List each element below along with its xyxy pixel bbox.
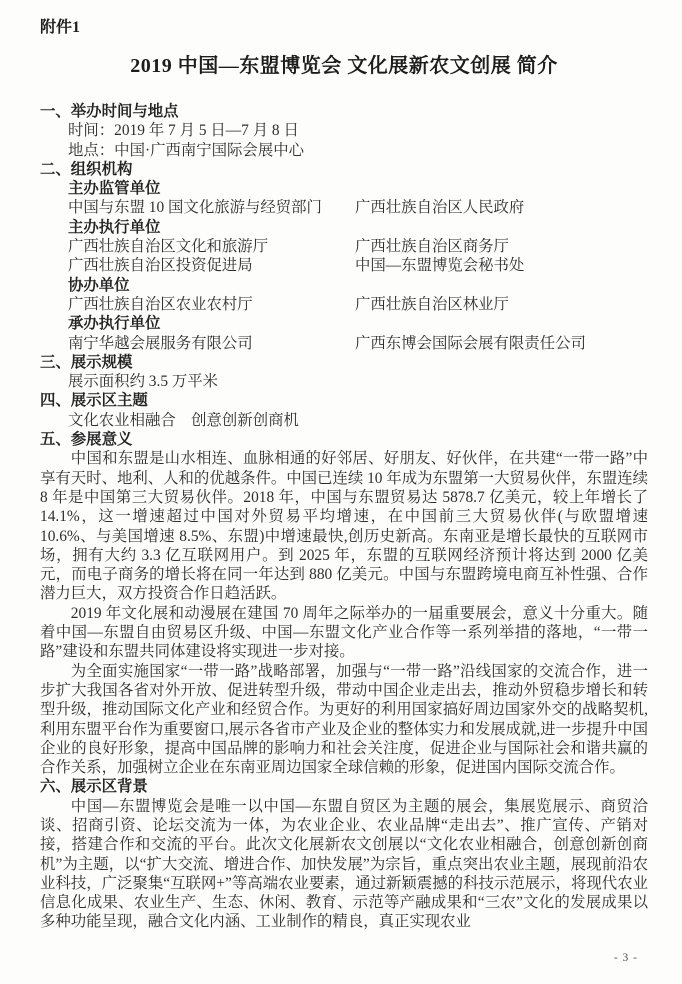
org-right-cell: 中国—东盟博览会秘书处 [355, 257, 525, 275]
section-heading: 二、组织机构 [40, 160, 133, 178]
section-background [40, 777, 648, 931]
org-right-cell: 广西壮族自治区商务厅 [355, 238, 509, 256]
org-subheading: 协办单位 [68, 276, 130, 294]
org-subheading: 主办执行单位 [68, 218, 161, 236]
paragraph: 中国—东盟博览会是唯一以中国—东盟自贸区为主题的展会，集展览展示、商贸洽谈、招商引资、论坛交流为一体，为农业企业、农业品牌“走出去”、推广宣传、产销对接，搭建合作和交流的平台。此次文化展新农文创展以“文化农业相融合，创意创新创商机”为主题，以“扩大交流、增进合作、加快发展”为宗旨，重点突出农业主题，展现前沿农业科技，广泛聚集“互联网+”等高端农业要素，通过新颖震撼的科技示范展示，将现代农业信息化成果、农业生产、生态、休闲、教育、示范等产融成果和“三农”文化的发展成果以多种功能呈现，融合文化内涵、工业制作的精良，真正实现农业 [40, 797, 648, 931]
section-heading: 一、举办时间与地点 [40, 103, 179, 120]
document-title: 2019 中国—东盟博览会 文化展新农文创展 简介 [130, 55, 558, 77]
page-number: - 3 - [613, 952, 638, 964]
org-row [40, 334, 648, 353]
section-significance [40, 430, 648, 777]
section-organizers [40, 160, 648, 353]
org-row [40, 198, 648, 217]
detail-line-area: 展示面积约 3.5 万平米 [68, 373, 219, 391]
section-scale [40, 353, 648, 392]
paragraph: 中国和东盟是山水相连、血脉相通的好邻居、好朋友、好伙伴，在共建“一带一路”中享有天时、地利、人和的优越条件。中国已连续 10 年成为东盟第一大贸易伙伴，东盟连续 8 年是中国第三大贸易伙伴。2018 年，中国与东盟贸易达 5878.7 亿美元，较上年增长了 14.1%，这一增速超过中国对外贸易平均增速，在中国前三大贸易伙伴(与欧盟增速 10.6%、与美国增速 8.5%、东盟)中增速最快,创历史新高。东南亚是增长最快的互联网市场，拥有大约 3.3 亿互联网用户。到 2025 年，东盟的互联网经济预计将达到 2000 亿美元，而电子商务的增长将在同一年达到 880 亿美元。中国与东盟跨境电商互补性强、合作潜力巨大，双方投资合作日趋活跃。 [40, 450, 648, 603]
org-left-cell: 广西壮族自治区农业农村厅 [68, 295, 253, 313]
section-heading: 四、展示区主题 [40, 392, 148, 410]
org-right-cell: 广西东博会国际会展有限责任公司 [355, 334, 586, 352]
paragraph: 为全面实施国家“一带一路”战略部署，加强与“一带一路”沿线国家的交流合作，进一步扩大我国各省对外开放、促进转型升级，带动中国企业走出去，推动外贸稳步增长和转型升级，推动国际文化产业和经贸合作。为更好的利用国家搞好周边国家外交的战略契机,利用东盟平台作为重要窗口,展示各省市产业及企业的整体实力和发展成就,进一步提升中国企业的良好形象，提高中国品牌的影响力和社会关注度，促进企业与国际社会和谐共赢的合作关系，加强树立企业在东南亚周边国家全球信赖的形象，促进国内国际交流合作。 [40, 662, 648, 777]
section-heading: 五、参展意义 [40, 431, 133, 449]
org-right-cell: 广西壮族自治区林业厅 [355, 295, 509, 313]
section-heading: 六、展示区背景 [40, 778, 148, 796]
org-left-cell: 南宁华越会展服务有限公司 [68, 334, 253, 352]
org-left-cell: 广西壮族自治区投资促进局 [68, 257, 253, 275]
detail-line-place: 地点：中国·广西南宁国际会展中心 [68, 141, 304, 159]
detail-line-time: 时间：2019 年 7 月 5 日—7 月 8 日 [68, 122, 299, 140]
detail-line-theme: 文化农业相融合 创意创新创商机 [68, 411, 299, 429]
org-left-cell: 中国与东盟 10 国文化旅游与经贸部门 [68, 199, 322, 217]
org-right-cell: 广西壮族自治区人民政府 [355, 199, 525, 217]
org-subheading: 主办监管单位 [68, 180, 161, 198]
org-row [40, 295, 648, 314]
org-row [40, 256, 648, 275]
org-left-cell: 广西壮族自治区文化和旅游厅 [68, 238, 269, 256]
org-row [40, 237, 648, 256]
org-subheading: 承办执行单位 [68, 315, 161, 333]
section-theme [40, 391, 648, 430]
section-heading: 三、展示规模 [40, 353, 133, 371]
section-time-place [40, 102, 648, 160]
document-body [40, 102, 648, 932]
paragraph: 2019 年文化展和动漫展在建国 70 周年之际举办的一届重要展会，意义十分重大。随着中国—东盟自由贸易区升级、中国—东盟文化产业合作等一系列举措的落地，“一带一路”建设和东盟共同体建设将实现进一步对接。 [40, 604, 648, 661]
attachment-label: 附件1 [40, 19, 81, 36]
